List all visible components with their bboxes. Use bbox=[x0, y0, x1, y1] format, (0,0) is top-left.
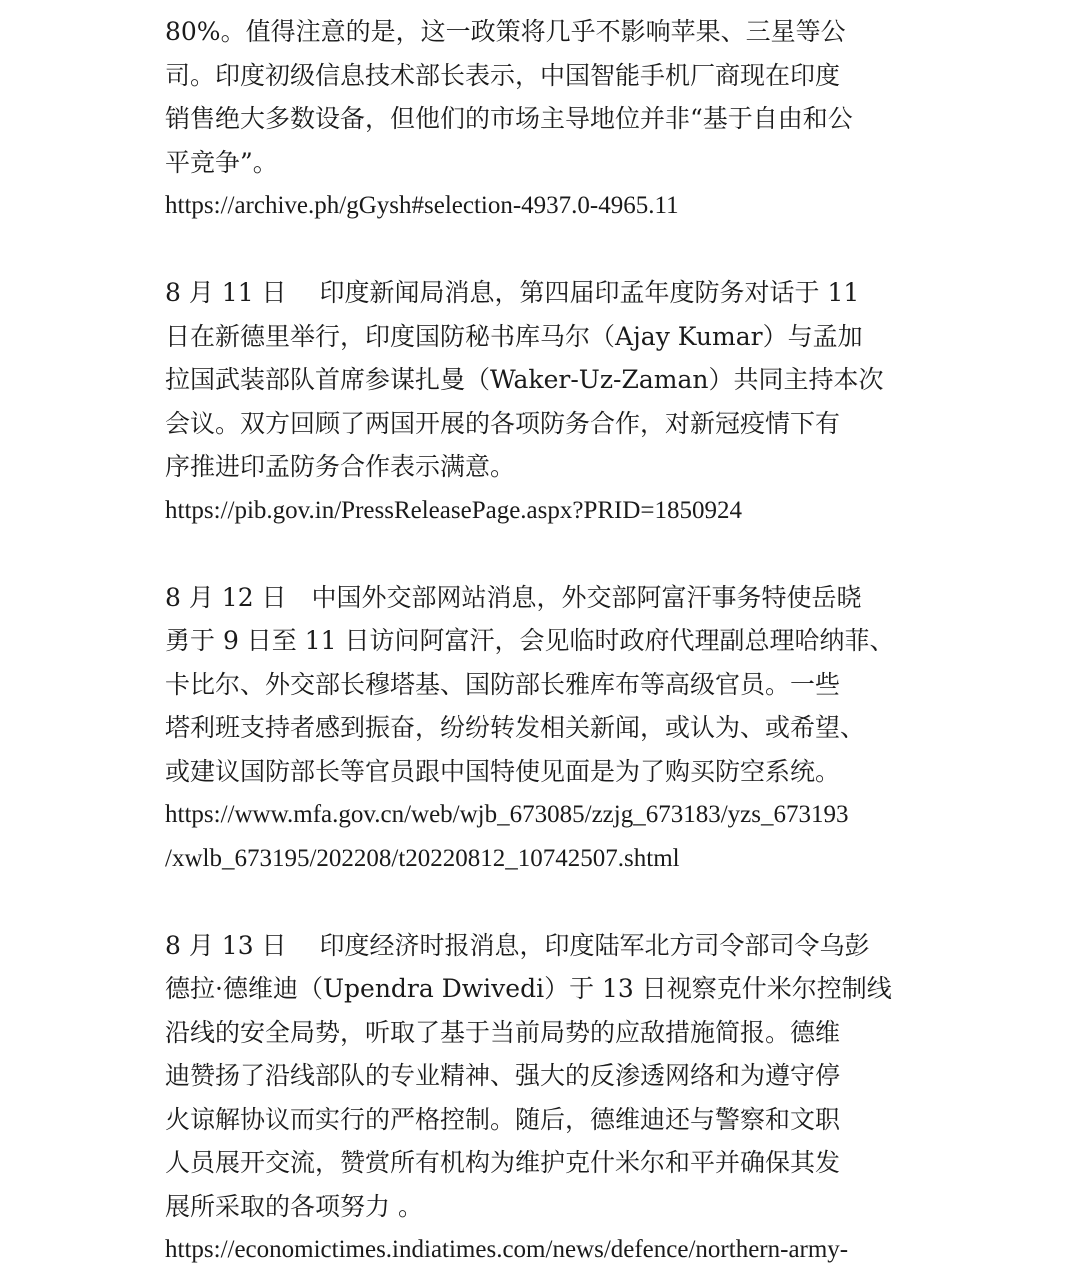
entry-text-line: 平竞争”。 bbox=[165, 147, 278, 177]
entry-text-line: 销售绝大多数设备，但他们的市场主导地位并非“基于自由和公 bbox=[165, 104, 853, 133]
entry-spacer bbox=[165, 880, 925, 924]
entry-text-line: 序推进印孟防务合作表示满意。 bbox=[165, 452, 516, 481]
entry-spacer bbox=[165, 228, 925, 272]
entry-text-line: 沿线的安全局势，听取了基于当前局势的应敌措施简报。德维 bbox=[165, 1017, 841, 1047]
news-entry-4 bbox=[165, 924, 925, 1272]
source-link-continuation[interactable]: /xwlb_673195/202208/t20220812_10742507.shtml bbox=[165, 844, 680, 872]
news-entry-2 bbox=[165, 271, 925, 532]
news-entry-3 bbox=[165, 576, 925, 881]
entry-text-line: 塔利班支持者感到振奋，纷纷转发相关新闻，或认为、或希望、 bbox=[165, 713, 866, 742]
entry-text-line: 勇于 9 日至 11 日访问阿富汗，会见临时政府代理副总理哈纳菲、 bbox=[165, 626, 895, 655]
entry-text-line: 80%。值得注意的是，这一政策将几乎不影响苹果、三星等公 bbox=[165, 17, 846, 46]
entry-text-line: 日在新德里举行，印度国防秘书库马尔（Ajay Kumar）与孟加 bbox=[165, 321, 863, 351]
source-link[interactable]: https://www.mfa.gov.cn/web/wjb_673085/zzjg_673183/yzs_673193 bbox=[165, 801, 849, 828]
entry-text-line: 8 月 13 日 印度经济时报消息，印度陆军北方司令部司令乌彭 bbox=[165, 930, 870, 960]
news-digest-page bbox=[165, 10, 925, 1272]
entry-text-line: 德拉·德维迪（Upendra Dwivedi）于 13 日视察克什米尔控制线 bbox=[165, 974, 892, 1003]
news-entry-1 bbox=[165, 10, 925, 228]
entry-text-line: 展所采取的各项努力 。 bbox=[165, 1191, 423, 1221]
entry-text-line: 或建议国防部长等官员跟中国特使见面是为了购买防空系统。 bbox=[165, 756, 841, 786]
entry-text-line: 迪赞扬了沿线部队的专业精神、强大的反渗透网络和为遵守停 bbox=[165, 1061, 841, 1090]
entry-spacer bbox=[165, 532, 925, 576]
entry-text-line: 拉国武装部队首席参谋扎曼（Waker-Uz-Zaman）共同主持本次 bbox=[165, 365, 884, 394]
entry-text-line: 8 月 11 日 印度新闻局消息，第四届印孟年度防务对话于 11 bbox=[165, 278, 860, 307]
source-link[interactable]: https://economictimes.indiatimes.com/news/defence/northern-army- bbox=[165, 1236, 849, 1263]
source-link[interactable]: https://pib.gov.in/PressReleasePage.aspx?PRID=1850924 bbox=[165, 496, 743, 524]
entry-text-line: 卡比尔、外交部长穆塔基、国防部长雅库布等高级官员。一些 bbox=[165, 669, 841, 699]
entry-text-line: 会议。双方回顾了两国开展的各项防务合作，对新冠疫情下有 bbox=[165, 408, 841, 438]
entry-text-line: 人员展开交流，赞赏所有机构为维护克什米尔和平并确保其发 bbox=[165, 1148, 841, 1177]
entry-text-line: 8 月 12 日 中国外交部网站消息，外交部阿富汗事务特使岳晓 bbox=[165, 582, 862, 612]
entry-text-line: 司。印度初级信息技术部长表示，中国智能手机厂商现在印度 bbox=[165, 60, 841, 90]
source-link[interactable]: https://archive.ph/gGysh#selection-4937.0-4965.11 bbox=[165, 192, 679, 219]
entry-text-line: 火谅解协议而实行的严格控制。随后，德维迪还与警察和文职 bbox=[165, 1104, 841, 1134]
